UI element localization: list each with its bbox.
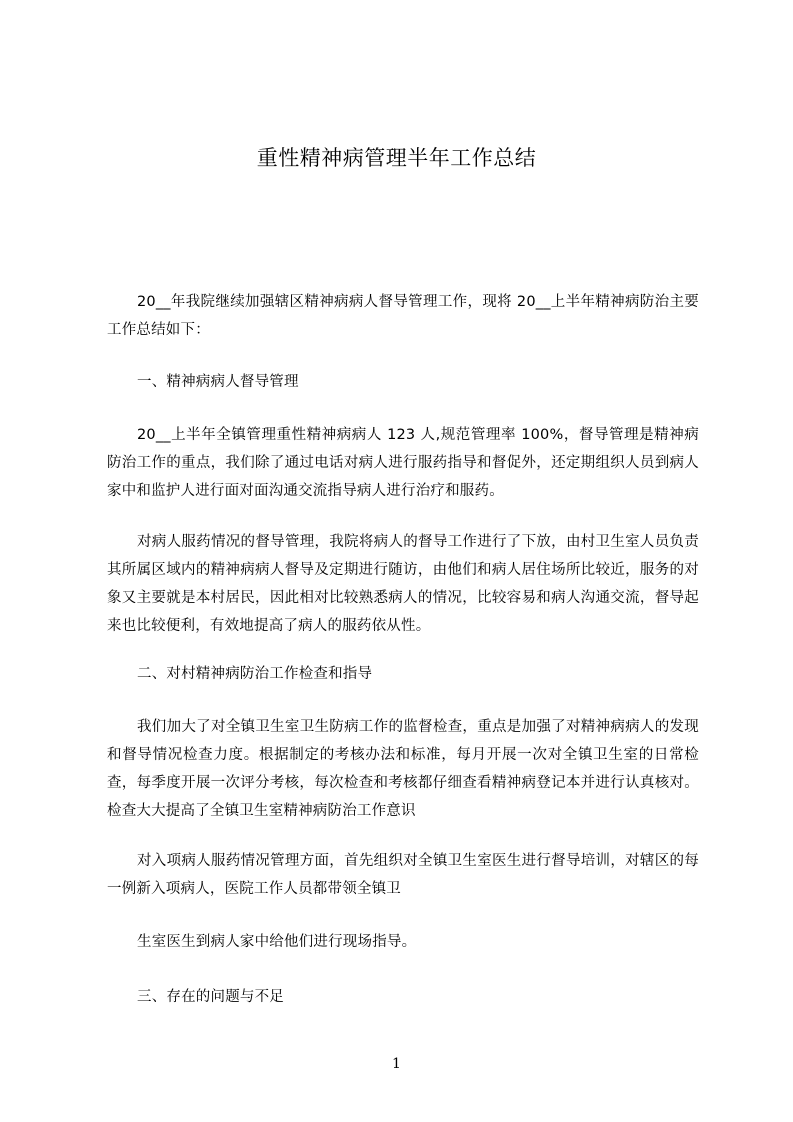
page-number: 1	[392, 1056, 401, 1072]
section1-paragraph-2: 对病人服药情况的督导管理，我院将病人的督导工作进行了下放，由村卫生室人员负责其所属区域内的精神病病人督导及定期进行随访，由他们和病人居住场所比较近，服务的对象又主要就是本村居民，因此相对比较熟悉病人的情况，比较容易和病人沟通交流，督导起来也比较便利，有效地提高了病人的服药依从性。	[107, 534, 699, 634]
section2-paragraph-3: 生室医生到病人家中给他们进行现场指导。	[137, 934, 417, 950]
document-title: 重性精神病管理半年工作总结	[256, 146, 537, 170]
section-heading-2: 二、对村精神病防治工作检查和指导	[137, 666, 373, 682]
section2-paragraph-1: 我们加大了对全镇卫生室卫生防病工作的监督检查，重点是加强了对精神病病人的发现和督导情况检查力度。根据制定的考核办法和标准，每月开展一次对全镇卫生室的日常检查，每季度开展一次评分考核，每次检查和考核都仔细查看精神病登记本并进行认真核对。检查大大提高了全镇卫生室精神病防治工作意识	[107, 719, 699, 819]
section1-paragraph-1: 20__上半年全镇管理重性精神病病人 123 人,规范管理率 100%，督导管理是精神病防治工作的重点，我们除了通过电话对病人进行服药指导和督促外，还定期组织人员到病人家中和监护人进行面对面沟通交流指导病人进行治疗和服药。	[107, 427, 699, 499]
section-heading-3: 三、存在的问题与不足	[137, 989, 284, 1005]
section-heading-1: 一、精神病病人督导管理	[137, 374, 299, 390]
section2-paragraph-2: 对入项病人服药情况管理方面，首先组织对全镇卫生室医生进行督导培训，对辖区的每一例新入项病人，医院工作人员都带领全镇卫	[107, 853, 699, 897]
intro-paragraph: 20__年我院继续加强辖区精神病病人督导管理工作，现将 20__上半年精神病防治主要工作总结如下：	[107, 294, 699, 338]
